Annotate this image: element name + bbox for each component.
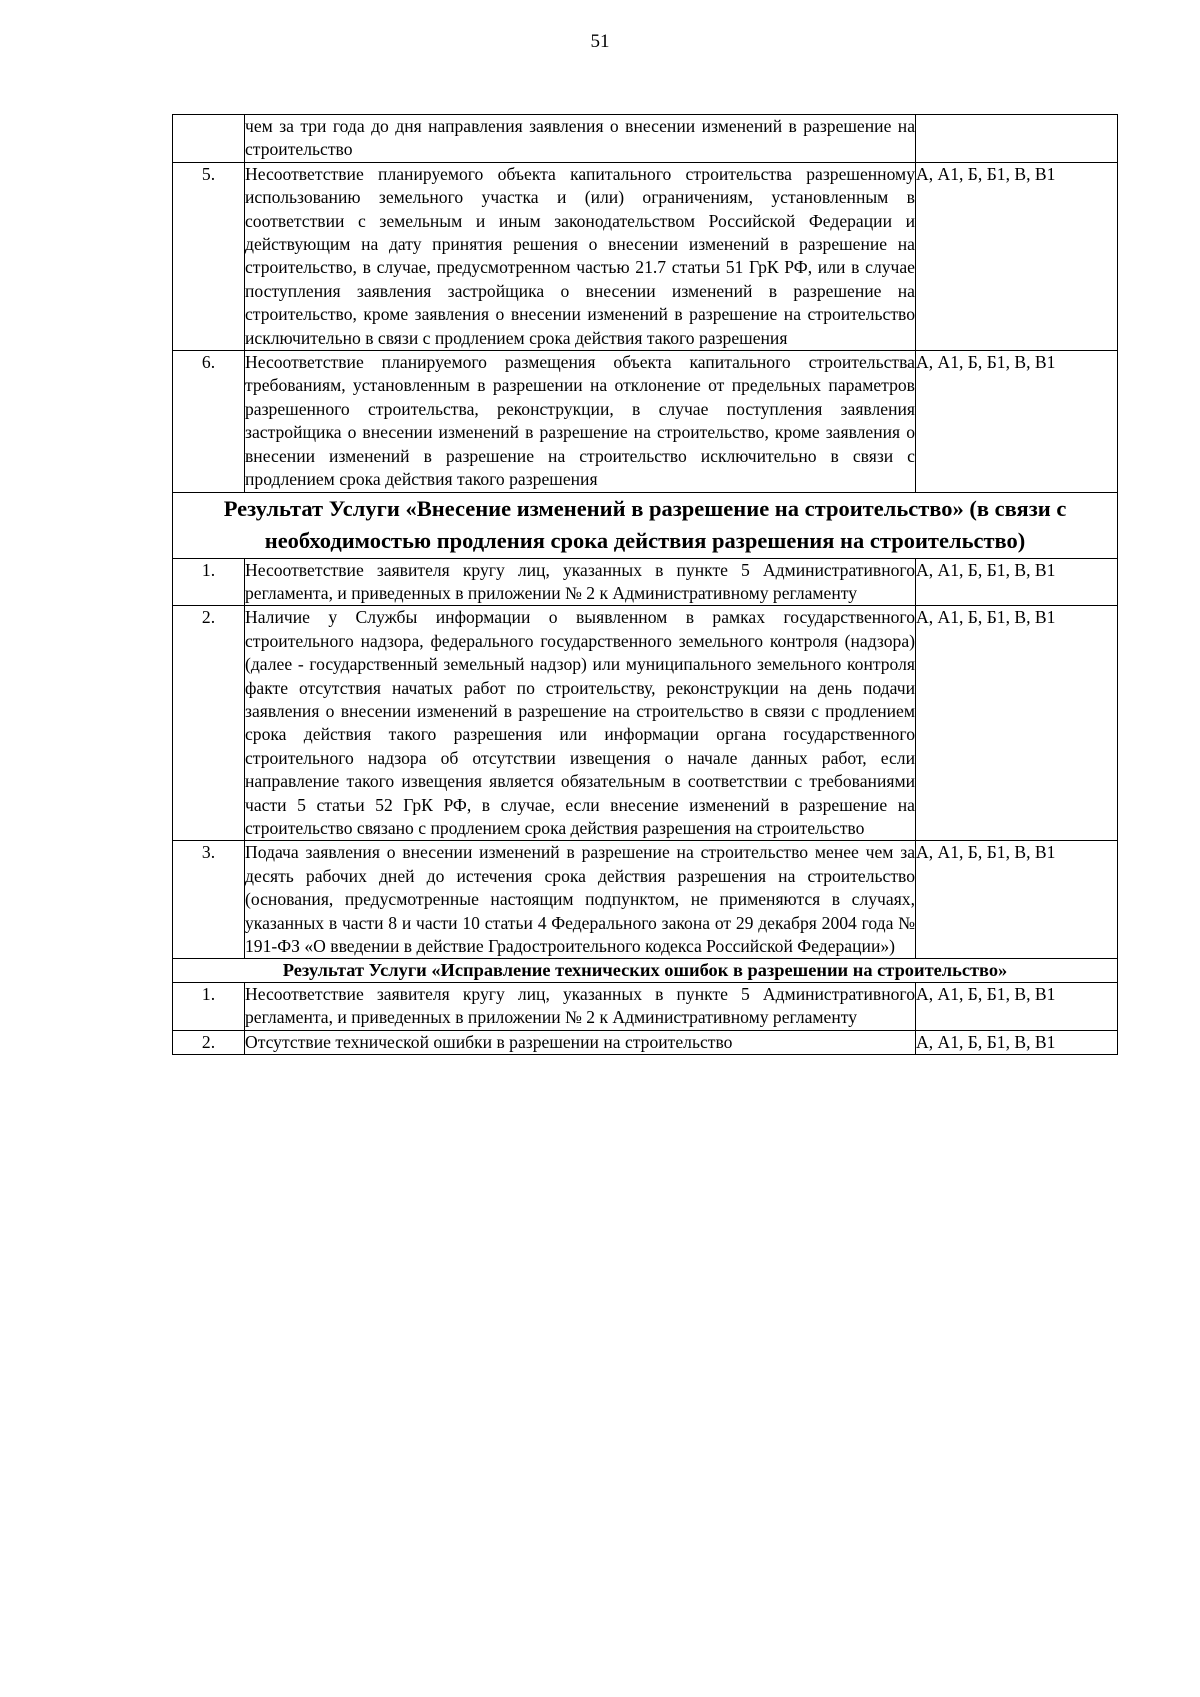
row-codes: А, А1, Б, Б1, В, В1 — [916, 162, 1118, 350]
grounds-table — [172, 114, 1118, 1055]
row-text: Наличие у Службы информации о выявленном в рамках государственного строительного надзора, федерального государственного земельного контроля (надзора) (далее - государственный земельный надзор) или муниципального земельного контроля факте отсутствия начатых работ по строительству, реконструкции на день подачи заявления о внесении изменений в разрешение на строительство в связи с продлением срока действия такого разрешения или информации органа государственного строительного надзора об отсутствии извещения о начале данных работ, если направление такого извещения является обязательным в соответствии с требованиями части 5 статьи 52 ГрК РФ, в случае, если внесение изменений в разрешение на строительство связано с продлением срока действия разрешения на строительство — [245, 606, 916, 841]
row-text: чем за три года до дня направления заявления о внесении изменений в разрешение на строительство — [245, 115, 916, 163]
section-heading: Результат Услуги «Внесение изменений в разрешение на строительство» (в связи с необходимостью продления срока действия разрешения на строительство) — [173, 492, 1118, 558]
row-number — [173, 115, 245, 163]
table-row — [173, 162, 1118, 350]
section-heading-row — [173, 492, 1118, 558]
row-number: 3. — [173, 841, 245, 959]
table-row — [173, 351, 1118, 492]
row-codes — [916, 115, 1118, 163]
row-text: Несоответствие заявителя кругу лиц, указанных в пункте 5 Административного регламента, и приведенных в приложении № 2 к Административному регламенту — [245, 558, 916, 606]
table-row — [173, 982, 1118, 1030]
row-text: Отсутствие технической ошибки в разрешении на строительство — [245, 1030, 916, 1054]
table-row — [173, 1030, 1118, 1054]
row-codes: А, А1, Б, Б1, В, В1 — [916, 606, 1118, 841]
page-number: 51 — [590, 31, 610, 52]
section-heading: Результат Услуги «Исправление технических ошибок в разрешении на строительство» — [173, 959, 1118, 983]
row-text: Несоответствие планируемого размещения объекта капитального строительства требованиям, установленным в разрешении на отклонение от предельных параметров разрешенного строительства, реконструкции, в случае поступления заявления застройщика о внесении изменений в разрешение на строительство, кроме заявления о внесении изменений в разрешение на строительство исключительно в связи с продлением срока действия такого разрешения — [245, 351, 916, 492]
table-row — [173, 558, 1118, 606]
row-codes: А, А1, Б, Б1, В, В1 — [916, 841, 1118, 959]
row-number: 1. — [173, 558, 245, 606]
row-text: Несоответствие заявителя кругу лиц, указанных в пункте 5 Административного регламента, и приведенных в приложении № 2 к Административному регламенту — [245, 982, 916, 1030]
row-number: 2. — [173, 606, 245, 841]
row-codes: А, А1, Б, Б1, В, В1 — [916, 558, 1118, 606]
row-codes: А, А1, Б, Б1, В, В1 — [916, 982, 1118, 1030]
section-heading-row — [173, 959, 1118, 983]
row-codes: А, А1, Б, Б1, В, В1 — [916, 1030, 1118, 1054]
table-row — [173, 606, 1118, 841]
row-codes: А, А1, Б, Б1, В, В1 — [916, 351, 1118, 492]
row-text: Подача заявления о внесении изменений в разрешение на строительство менее чем за десять рабочих дней до истечения срока действия разрешения на строительство (основания, предусмотренные настоящим подпунктом, не применяются в случаях, указанных в части 8 и части 10 статьи 4 Федерального закона от 29 декабря 2004 года № 191-ФЗ «О введении в действие Градостроительного кодекса Российской Федерации») — [245, 841, 916, 959]
row-number: 2. — [173, 1030, 245, 1054]
row-number: 6. — [173, 351, 245, 492]
row-number: 1. — [173, 982, 245, 1030]
row-number: 5. — [173, 162, 245, 350]
row-text: Несоответствие планируемого объекта капитального строительства разрешенному использованию земельного участка и (или) ограничениям, установленным в соответствии с земельным и иным законодательством Российской Федерации и действующим на дату принятия решения о внесении изменений в разрешение на строительство, в случае, предусмотренном частью 21.7 статьи 51 ГрК РФ, или в случае поступления заявления застройщика о внесении изменений в разрешение на строительство, кроме заявления о внесении изменений в разрешение на строительство исключительно в связи с продлением срока действия такого разрешения — [245, 162, 916, 350]
table-row — [173, 841, 1118, 959]
table-row — [173, 115, 1118, 163]
